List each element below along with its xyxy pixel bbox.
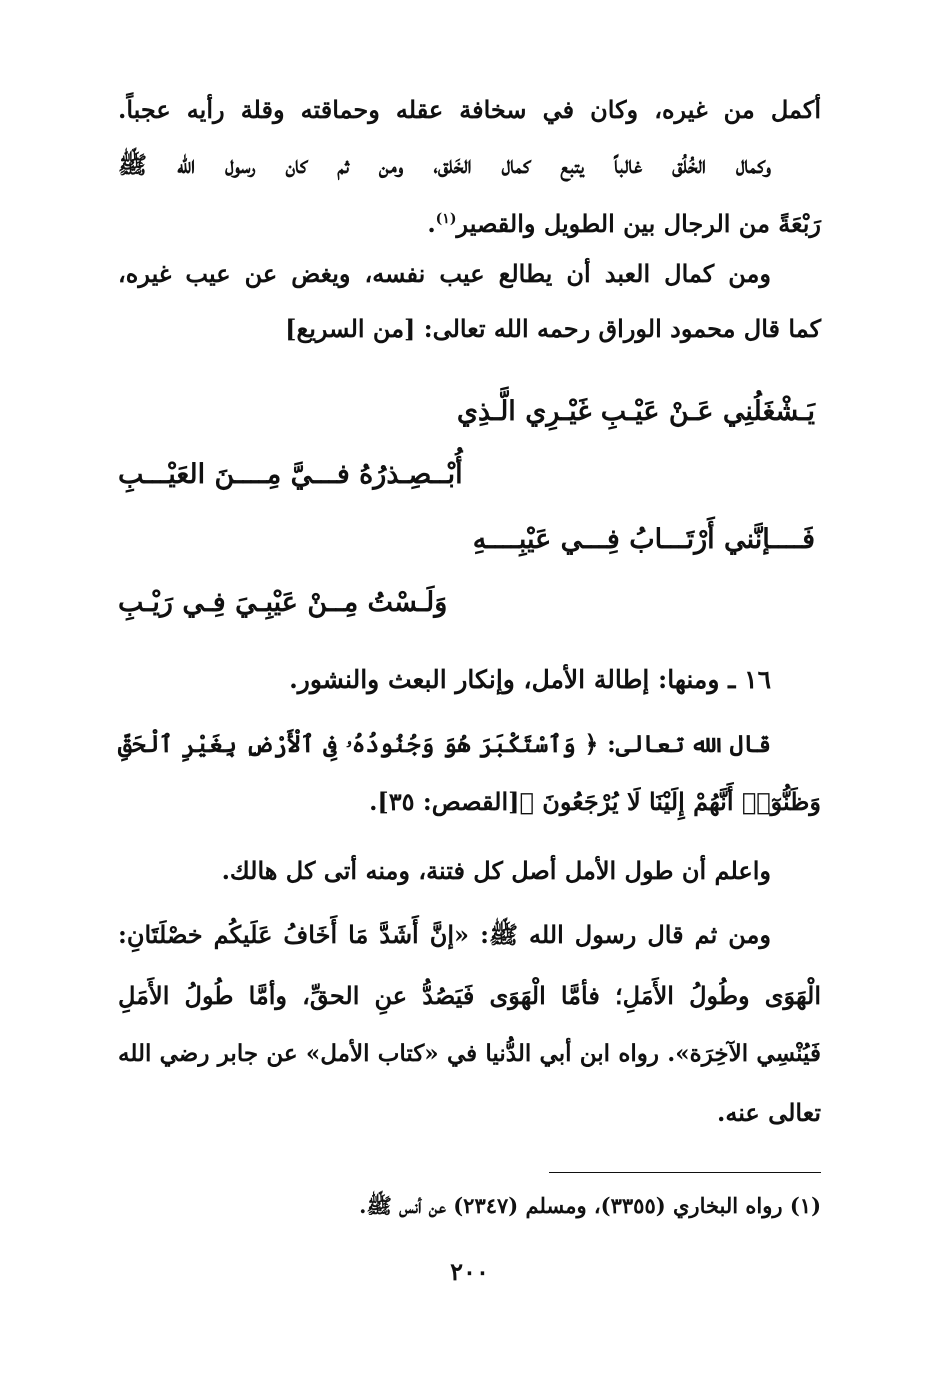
page-number: ٢٠٠ bbox=[450, 1257, 489, 1286]
text-line-3-end: . bbox=[427, 209, 436, 238]
verse-3: فَــــإنَّني أَرْتَـــابُ فِـــي عَيْبِــــهِ bbox=[472, 524, 815, 555]
verse-1: يَـشْغَلُنِي عَـنْ عَيْـبِ غَيْـرِي الَّـذِي bbox=[456, 396, 815, 427]
footnote-ref: (١) bbox=[435, 211, 457, 227]
footnote: (١) رواه البخاري (٣٣٥٥)، ومسلم (٢٣٤٧) عن أنس ﷺ. bbox=[359, 1193, 821, 1218]
para-line-5: تعالى عنه. bbox=[716, 1098, 821, 1127]
verse-4: وَلَـسْتُ مِــنْ عَيْبِـيَ فِـي رَيْـبِ bbox=[118, 587, 448, 618]
quran-line-2: وَظَنُّوٓا۟ أَنَّهُمْ إِلَيْنَا لَا يُرْجَعُونَ ﴾[القصص: ٣٥]. bbox=[369, 787, 821, 816]
para-line-3: الْهَوَى وطُولُ الأَمَلِ؛ فأمَّا الْهَوَى فَيَصُدُّ عنِ الحقِّ، وأمَّا طُولُ الأَمَلِ bbox=[118, 981, 821, 1010]
para-line-4: فَيُنْسِي الآخِرَة». رواه ابن أبي الدُّنيا في «كتاب الأمل» عن جابر رضي الله bbox=[118, 1040, 821, 1067]
text-line-4: ومن كمال العبد أن يطالع عيب نفسه، ويغض عن عيب غيره، bbox=[118, 259, 771, 288]
text-line-3-body: رَبْعَةً من الرجال بين الطويل والقصير bbox=[456, 209, 821, 238]
verse-2: أُبْــصِـذرُهُ فـــيَّ مِــــنَ العَيْـــبِ bbox=[118, 459, 463, 490]
quran-line-1: قال الله تعالى: ﴿ وَٱسْتَكْبَرَ هُوَ وَجُنُودُهُۥ فِى ٱلْأَرْضِ بِغَيْرِ ٱلْحَقِّ bbox=[118, 730, 771, 758]
text-line-5: كما قال محمود الوراق رحمه الله تعالى: [من السريع] bbox=[285, 314, 821, 343]
footnote-divider bbox=[549, 1172, 821, 1173]
text-line-2: وكمال الخُلُق غالباً يتبع كمال الخَلق، ومن ثم كان رسول الله ﷺ bbox=[118, 150, 771, 179]
section-heading: ١٦ ـ ومنها: إطالة الأمل، وإنكار البعث والنشور. bbox=[289, 665, 771, 694]
para-line-2: ومن ثم قال رسول الله ﷺ: «إنَّ أَشَدَّ مَا أَخَافُ عَلَيكُم خصْلَتَانِ: bbox=[118, 920, 771, 949]
text-line-1: أكمل من غيره، وكان في سخافة عقله وحماقته وقلة رأيه عجباً. bbox=[118, 95, 821, 124]
text-line-3 bbox=[118, 201, 821, 242]
para-line-1: واعلم أن طول الأمل أصل كل فتنة، ومنه أتى كل هالك. bbox=[221, 856, 771, 885]
